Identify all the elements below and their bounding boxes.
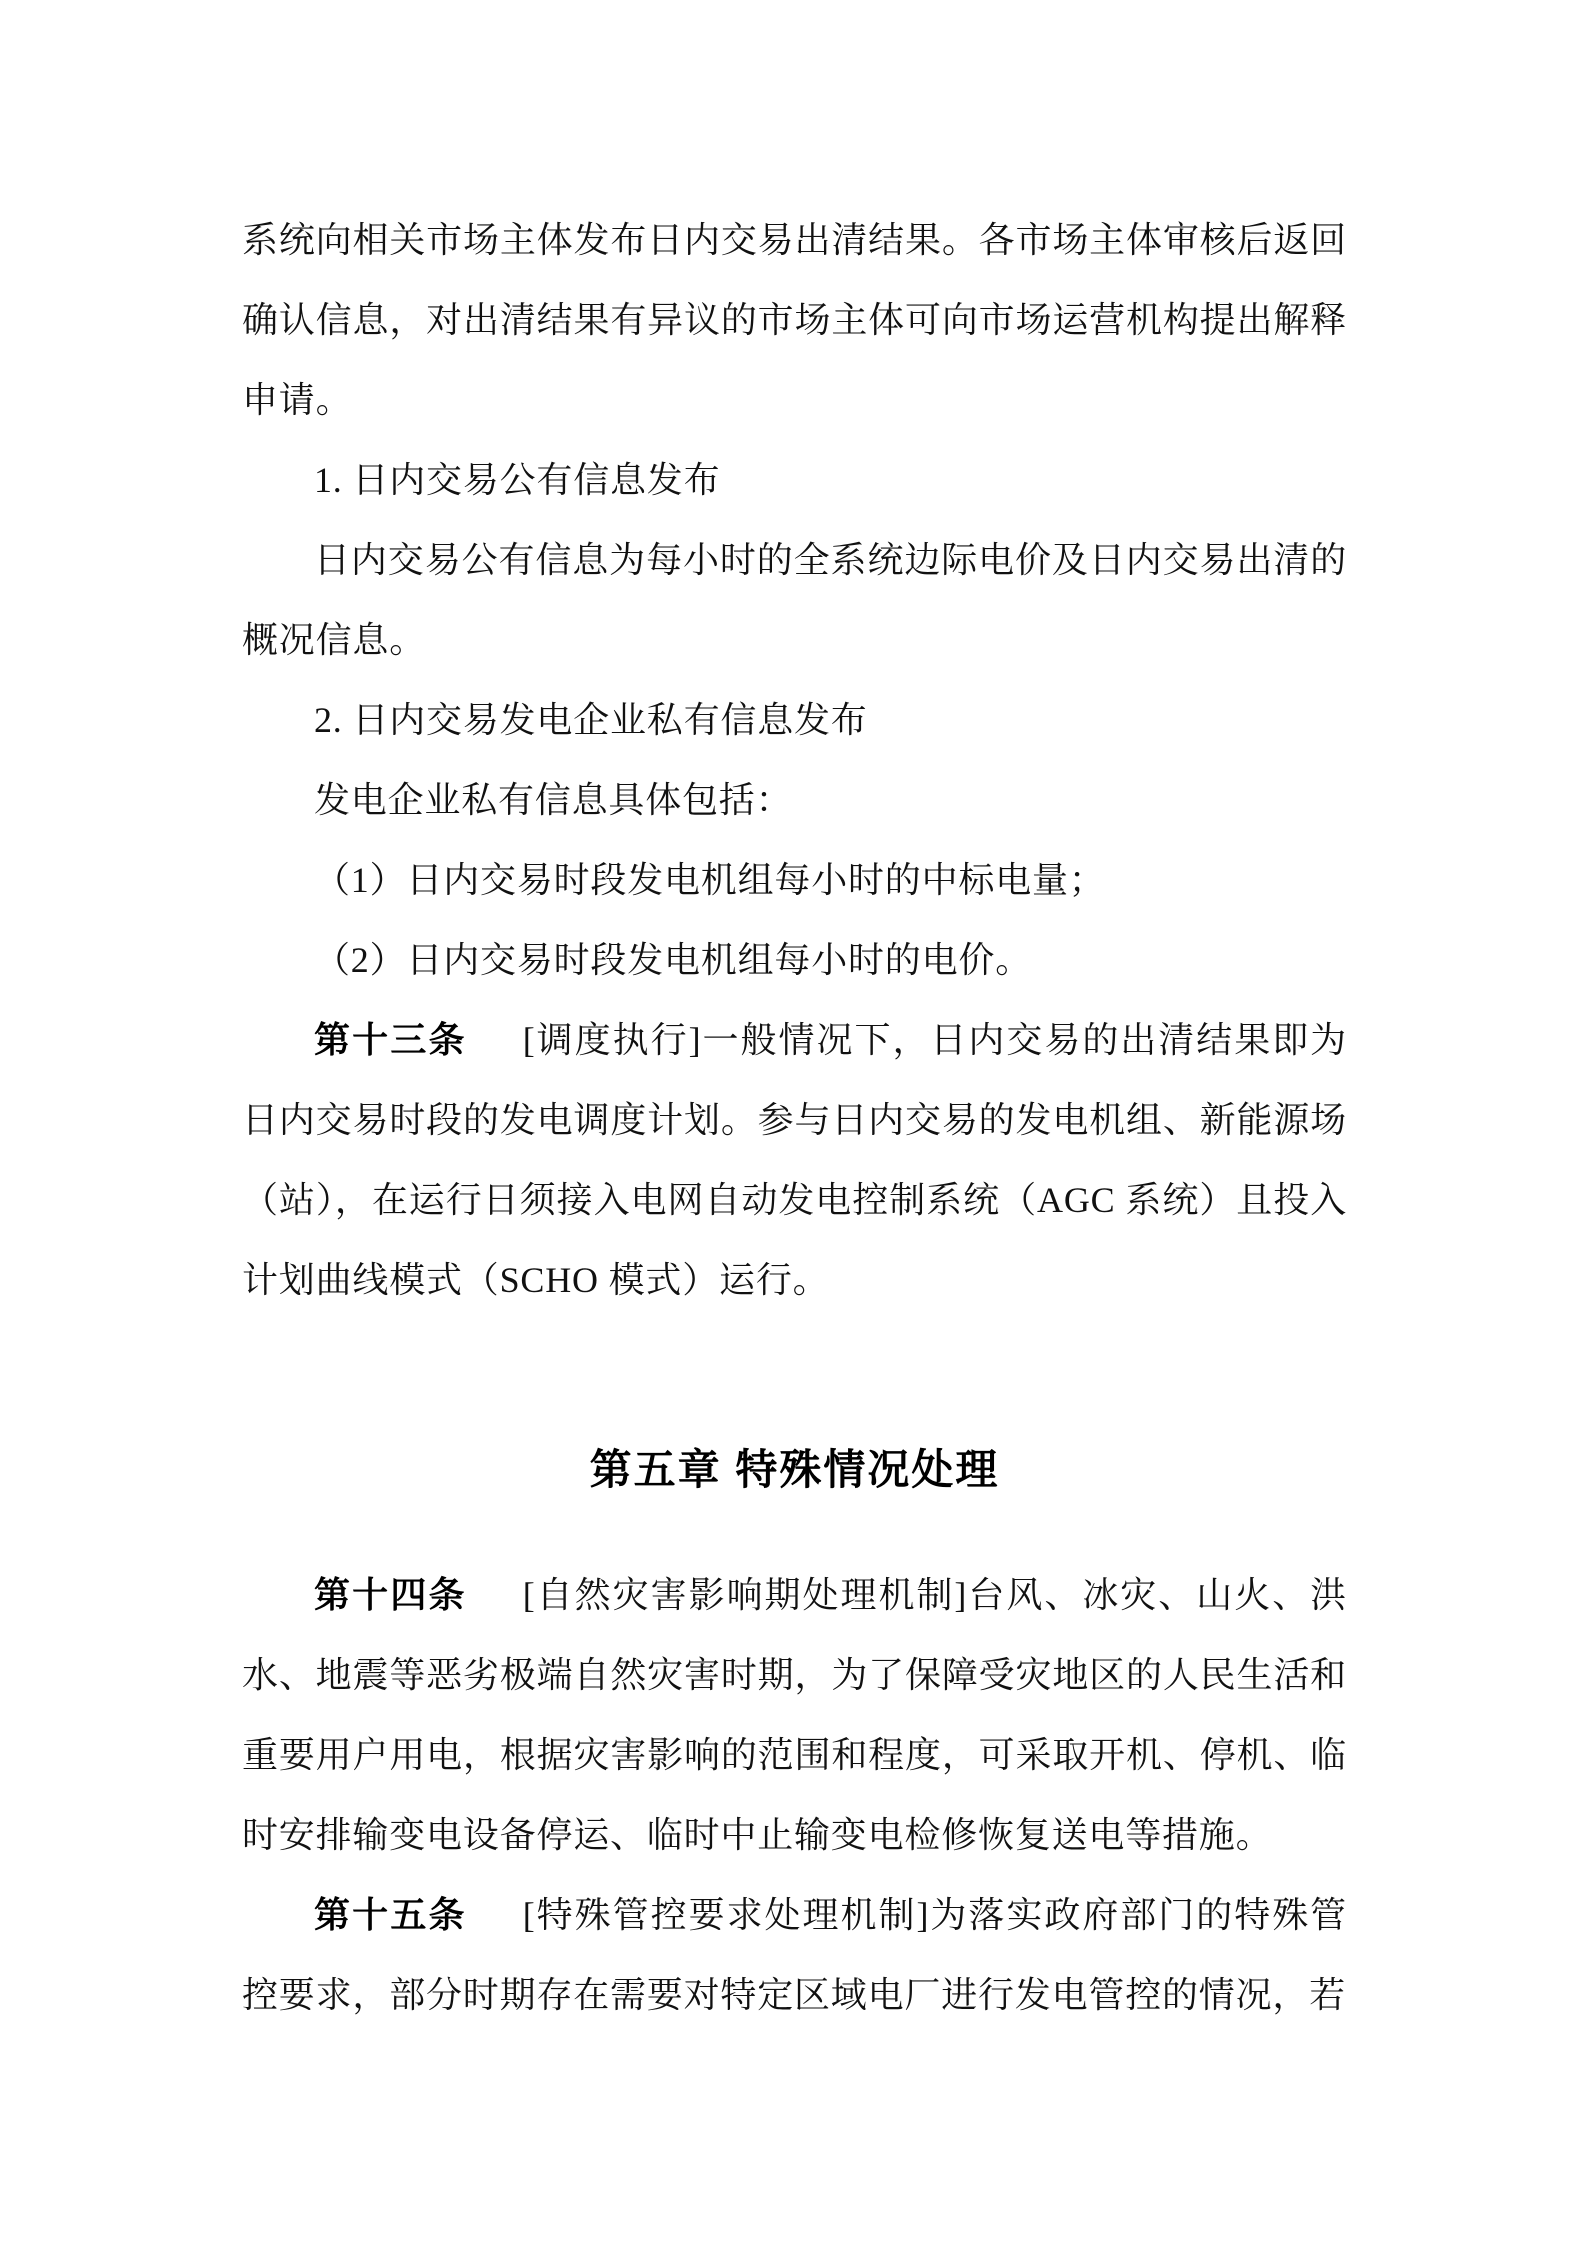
chapter-heading: 第五章 特殊情况处理: [589, 1446, 1000, 1493]
article-paragraph-14: [242, 1555, 1347, 1875]
article-paragraph-15: [242, 1875, 1347, 2035]
article-text: [特殊管控要求处理机制]为落实政府部门的特殊管控要求，部分时期存在需要对特定区域电厂进行发电管控的情况，若: [242, 1895, 1347, 2015]
article-text: [自然灾害影响期处理机制]台风、冰灾、山火、洪水、地震等恶劣极端自然灾害时期，为了保障受灾地区的人民生活和重要用户用电，根据灾害影响的范围和程度，可采取开机、停机、临时安排输变电设备停运、临时中止输变电检修恢复送电等措施。: [242, 1575, 1347, 1855]
article-paragraph-13: [242, 1000, 1347, 1320]
article-number-label: 第十五条: [314, 1894, 467, 1935]
article-number-label: 第十四条: [314, 1574, 467, 1615]
article-number-label: 第十三条: [314, 1019, 467, 1060]
sub-item-1: （1）日内交易时段发电机组每小时的中标电量；: [314, 860, 1106, 900]
paragraph: 日内交易公有信息为每小时的全系统边际电价及日内交易出清的概况信息。: [242, 540, 1347, 660]
paragraph-continuation: 系统向相关市场主体发布日内交易出清结果。各市场主体审核后返回确认信息，对出清结果有异议的市场主体可向市场运营机构提出解释申请。: [242, 220, 1347, 420]
numbered-item-2: 2. 日内交易发电企业私有信息发布: [314, 700, 868, 740]
paragraph: 发电企业私有信息具体包括：: [314, 780, 793, 820]
article-text: [调度执行]一般情况下，日内交易的出清结果即为日内交易时段的发电调度计划。参与日内交易的发电机组、新能源场（站），在运行日须接入电网自动发电控制系统（AGC 系统）且投入计划曲线模式（SCHO 模式）运行。: [242, 1020, 1347, 1300]
numbered-item-1: 1. 日内交易公有信息发布: [314, 460, 721, 500]
sub-item-2: （2）日内交易时段发电机组每小时的电价。: [314, 940, 1032, 980]
